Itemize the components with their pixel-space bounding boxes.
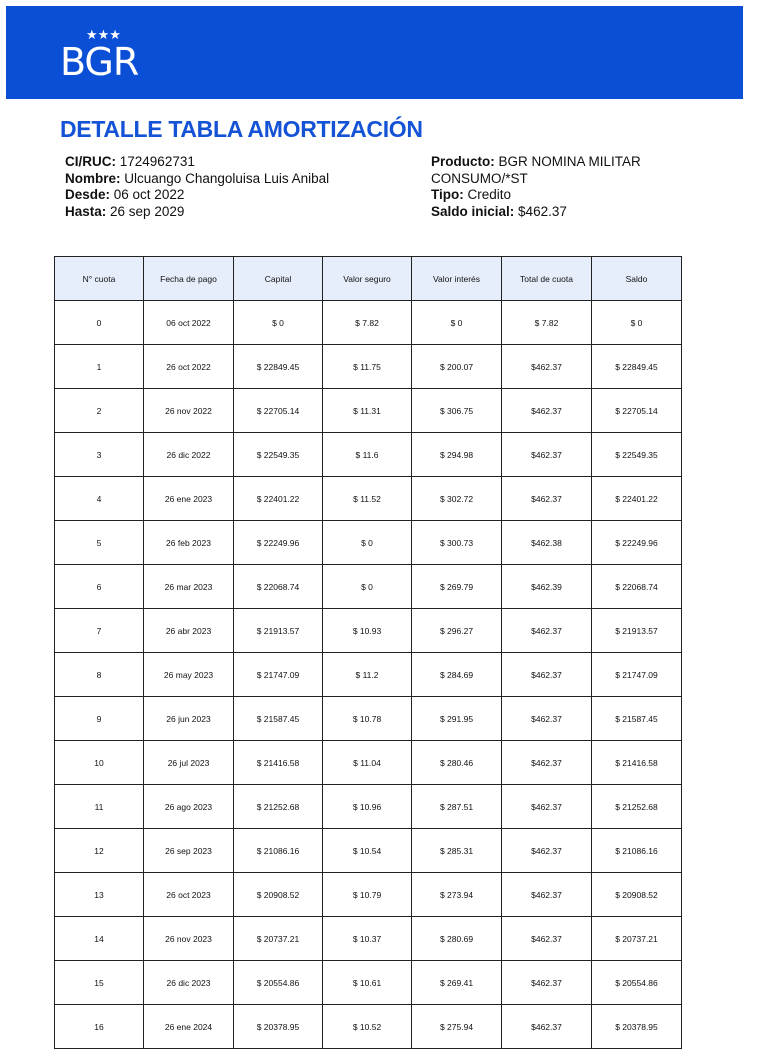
cell-interes: $ 285.31 [412, 829, 502, 873]
cell-total: $462.37 [502, 697, 592, 741]
cell-capital: $ 21587.45 [234, 697, 323, 741]
cell-total: $462.37 [502, 873, 592, 917]
cell-seguro: $ 10.79 [323, 873, 412, 917]
cell-interes: $ 306.75 [412, 389, 502, 433]
cell-total: $462.37 [502, 609, 592, 653]
cell-interes: $ 280.69 [412, 917, 502, 961]
cell-total: $462.37 [502, 917, 592, 961]
logo-text: BGR [60, 40, 139, 84]
tipo-value: Credito [467, 187, 512, 203]
cell-seguro: $ 10.54 [323, 829, 412, 873]
cell-fecha: 26 oct 2022 [144, 345, 234, 389]
saldo-inicial-value: $462.37 [518, 203, 567, 219]
cell-saldo: $ 22849.45 [592, 345, 682, 389]
table-row [55, 829, 682, 873]
cell-interes: $ 296.27 [412, 609, 502, 653]
col-header-total: Total de cuota [502, 257, 592, 301]
cell-fecha: 26 dic 2023 [144, 961, 234, 1005]
cell-capital: $ 20908.52 [234, 873, 323, 917]
cell-total: $462.37 [502, 345, 592, 389]
cell-saldo: $ 21747.09 [592, 653, 682, 697]
nombre-label: Nombre: [65, 170, 121, 186]
cell-capital: $ 0 [234, 301, 323, 345]
cell-seguro: $ 0 [323, 565, 412, 609]
cell-fecha: 26 ene 2024 [144, 1005, 234, 1049]
producto-label: Producto: [431, 154, 495, 169]
cell-total: $462.37 [502, 389, 592, 433]
table-row [55, 345, 682, 389]
table-row [55, 785, 682, 829]
cell-total: $462.37 [502, 961, 592, 1005]
cell-total: $462.37 [502, 433, 592, 477]
cell-cuota: 1 [55, 345, 144, 389]
table-header-row [55, 257, 682, 301]
table-row [55, 741, 682, 785]
cell-cuota: 15 [55, 961, 144, 1005]
client-info [65, 154, 405, 220]
tipo-line [431, 187, 691, 204]
desde-line [65, 187, 405, 204]
cell-saldo: $ 22068.74 [592, 565, 682, 609]
table-row [55, 521, 682, 565]
cell-total: $ 7.82 [502, 301, 592, 345]
cell-seguro: $ 11.31 [323, 389, 412, 433]
cell-interes: $ 0 [412, 301, 502, 345]
cell-total: $462.37 [502, 477, 592, 521]
cell-capital: $ 22549.35 [234, 433, 323, 477]
cell-capital: $ 22249.96 [234, 521, 323, 565]
cell-fecha: 26 nov 2022 [144, 389, 234, 433]
cell-seguro: $ 0 [323, 521, 412, 565]
cell-saldo: $ 22401.22 [592, 477, 682, 521]
cell-capital: $ 21416.58 [234, 741, 323, 785]
cell-fecha: 06 oct 2022 [144, 301, 234, 345]
cell-seguro: $ 11.6 [323, 433, 412, 477]
table-row [55, 1005, 682, 1049]
cell-capital: $ 22401.22 [234, 477, 323, 521]
cell-interes: $ 287.51 [412, 785, 502, 829]
cell-cuota: 7 [55, 609, 144, 653]
cell-fecha: 26 abr 2023 [144, 609, 234, 653]
cell-total: $462.37 [502, 1005, 592, 1049]
cell-total: $462.37 [502, 829, 592, 873]
cell-capital: $ 21252.68 [234, 785, 323, 829]
cell-interes: $ 275.94 [412, 1005, 502, 1049]
col-header-cuota: N° cuota [55, 257, 144, 301]
cell-saldo: $ 20554.86 [592, 961, 682, 1005]
col-header-interes: Valor interés [412, 257, 502, 301]
cell-cuota: 3 [55, 433, 144, 477]
cell-cuota: 16 [55, 1005, 144, 1049]
cell-capital: $ 20554.86 [234, 961, 323, 1005]
cell-capital: $ 21086.16 [234, 829, 323, 873]
cell-cuota: 10 [55, 741, 144, 785]
cell-cuota: 8 [55, 653, 144, 697]
cell-capital: $ 20378.95 [234, 1005, 323, 1049]
cell-seguro: $ 11.75 [323, 345, 412, 389]
cell-cuota: 13 [55, 873, 144, 917]
table-row [55, 389, 682, 433]
page-title: DETALLE TABLA AMORTIZACIÓN [60, 116, 423, 142]
table-row [55, 653, 682, 697]
cell-saldo: $ 20737.21 [592, 917, 682, 961]
col-header-capital: Capital [234, 257, 323, 301]
amortization-table [54, 256, 682, 1049]
col-header-seguro: Valor seguro [323, 257, 412, 301]
cell-interes: $ 280.46 [412, 741, 502, 785]
nombre-line [65, 171, 405, 188]
producto-value: BGR NOMINA MILITAR [498, 154, 641, 169]
producto-cont: CONSUMO/*ST [431, 170, 528, 186]
cell-seguro: $ 11.52 [323, 477, 412, 521]
cell-capital: $ 22068.74 [234, 565, 323, 609]
cell-fecha: 26 ago 2023 [144, 785, 234, 829]
cell-seguro: $ 10.93 [323, 609, 412, 653]
table-row [55, 873, 682, 917]
cell-interes: $ 291.95 [412, 697, 502, 741]
cell-fecha: 26 jul 2023 [144, 741, 234, 785]
ci-ruc-line [65, 154, 405, 171]
cell-capital: $ 20737.21 [234, 917, 323, 961]
cell-interes: $ 200.07 [412, 345, 502, 389]
table-row [55, 433, 682, 477]
logo-stars-icon: ★★★ [86, 27, 121, 42]
cell-saldo: $ 20378.95 [592, 1005, 682, 1049]
cell-saldo: $ 22549.35 [592, 433, 682, 477]
hasta-value: 26 sep 2029 [110, 203, 185, 219]
cell-capital: $ 21747.09 [234, 653, 323, 697]
cell-fecha: 26 sep 2023 [144, 829, 234, 873]
cell-seguro: $ 11.2 [323, 653, 412, 697]
cell-capital: $ 22849.45 [234, 345, 323, 389]
cell-interes: $ 300.73 [412, 521, 502, 565]
cell-total: $462.39 [502, 565, 592, 609]
table-row [55, 917, 682, 961]
cell-saldo: $ 21416.58 [592, 741, 682, 785]
cell-cuota: 5 [55, 521, 144, 565]
cell-cuota: 4 [55, 477, 144, 521]
cell-saldo: $ 21913.57 [592, 609, 682, 653]
cell-cuota: 9 [55, 697, 144, 741]
table-row [55, 961, 682, 1005]
table-row [55, 609, 682, 653]
table-row [55, 565, 682, 609]
cell-seguro: $ 10.96 [323, 785, 412, 829]
nombre-value: Ulcuango Changoluisa Luis Anibal [124, 170, 330, 186]
cell-cuota: 2 [55, 389, 144, 433]
cell-cuota: 6 [55, 565, 144, 609]
cell-fecha: 26 jun 2023 [144, 697, 234, 741]
cell-interes: $ 269.41 [412, 961, 502, 1005]
cell-interes: $ 284.69 [412, 653, 502, 697]
cell-seguro: $ 11.04 [323, 741, 412, 785]
cell-saldo: $ 20908.52 [592, 873, 682, 917]
tipo-label: Tipo: [431, 187, 464, 203]
cell-interes: $ 294.98 [412, 433, 502, 477]
cell-interes: $ 273.94 [412, 873, 502, 917]
product-info [431, 154, 691, 220]
cell-seguro: $ 10.61 [323, 961, 412, 1005]
cell-total: $462.37 [502, 741, 592, 785]
desde-value: 06 oct 2022 [113, 187, 185, 203]
cell-capital: $ 22705.14 [234, 389, 323, 433]
cell-seguro: $ 10.52 [323, 1005, 412, 1049]
cell-saldo: $ 22705.14 [592, 389, 682, 433]
cell-fecha: 26 dic 2022 [144, 433, 234, 477]
cell-interes: $ 269.79 [412, 565, 502, 609]
producto-line [431, 154, 691, 171]
cell-saldo: $ 21086.16 [592, 829, 682, 873]
cell-cuota: 12 [55, 829, 144, 873]
cell-fecha: 26 oct 2023 [144, 873, 234, 917]
cell-fecha: 26 ene 2023 [144, 477, 234, 521]
cell-fecha: 26 mar 2023 [144, 565, 234, 609]
cell-cuota: 14 [55, 917, 144, 961]
cell-cuota: 11 [55, 785, 144, 829]
table-row [55, 301, 682, 345]
cell-fecha: 26 may 2023 [144, 653, 234, 697]
ci-ruc-label: CI/RUC: [65, 154, 116, 169]
cell-capital: $ 21913.57 [234, 609, 323, 653]
cell-seguro: $ 7.82 [323, 301, 412, 345]
table-row [55, 477, 682, 521]
cell-saldo: $ 22249.96 [592, 521, 682, 565]
cell-fecha: 26 nov 2023 [144, 917, 234, 961]
col-header-fecha: Fecha de pago [144, 257, 234, 301]
cell-saldo: $ 21587.45 [592, 697, 682, 741]
saldo-inicial-line [431, 204, 691, 221]
cell-fecha: 26 feb 2023 [144, 521, 234, 565]
cell-seguro: $ 10.78 [323, 697, 412, 741]
col-header-saldo: Saldo [592, 257, 682, 301]
cell-cuota: 0 [55, 301, 144, 345]
header-banner [6, 6, 743, 99]
desde-label: Desde: [65, 187, 111, 203]
table-row [55, 697, 682, 741]
hasta-label: Hasta: [65, 203, 107, 219]
cell-saldo: $ 0 [592, 301, 682, 345]
cell-interes: $ 302.72 [412, 477, 502, 521]
cell-seguro: $ 10.37 [323, 917, 412, 961]
cell-total: $462.37 [502, 653, 592, 697]
ci-ruc-value: 1724962731 [119, 154, 195, 169]
saldo-inicial-label: Saldo inicial: [431, 203, 515, 219]
cell-total: $462.38 [502, 521, 592, 565]
hasta-line [65, 204, 405, 221]
cell-saldo: $ 21252.68 [592, 785, 682, 829]
cell-total: $462.37 [502, 785, 592, 829]
